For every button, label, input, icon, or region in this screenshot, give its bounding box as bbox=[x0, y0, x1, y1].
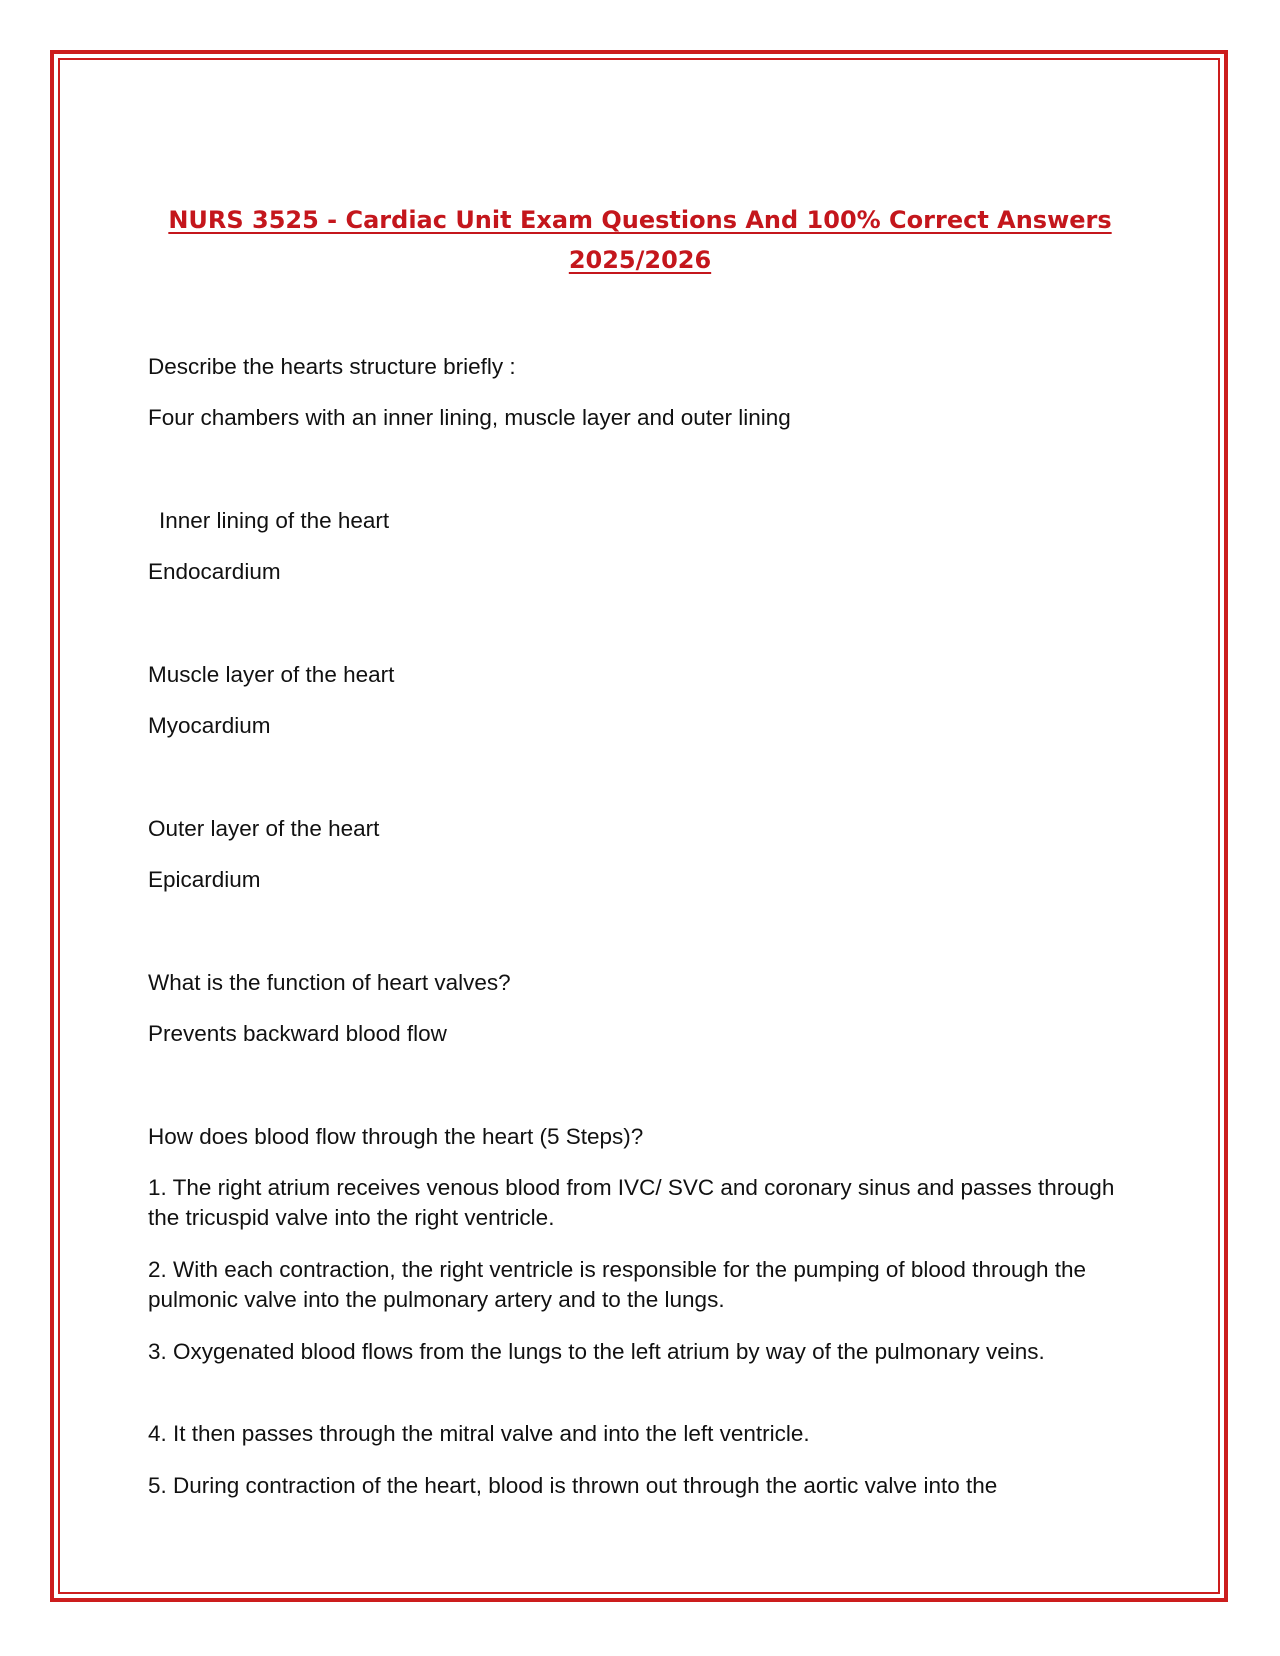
title-line-1: NURS 3525 - Cardiac Unit Exam Questions And 100% Correct Answers bbox=[168, 206, 1112, 234]
answer-heart-valves: Prevents backward blood flow bbox=[148, 1021, 447, 1046]
blood-flow-step-2: 2. With each contraction, the right ventricle is responsible for the pumping of blood through the pulmonic valve into the pulmonary artery and to the lungs. bbox=[148, 1257, 1087, 1312]
question-muscle-layer: Muscle layer of the heart bbox=[148, 662, 395, 687]
title-line-2: 2025/2026 bbox=[568, 246, 712, 274]
document-title bbox=[120, 200, 1160, 280]
question-inner-lining: Inner lining of the heart bbox=[159, 508, 390, 533]
question-heart-structure: Describe the hearts structure briefly : bbox=[148, 354, 516, 379]
question-outer-layer: Outer layer of the heart bbox=[148, 816, 380, 841]
answer-outer-layer: Epicardium bbox=[148, 867, 261, 892]
answer-muscle-layer: Myocardium bbox=[148, 713, 271, 738]
answer-heart-structure: Four chambers with an inner lining, muscle layer and outer lining bbox=[148, 405, 791, 430]
blood-flow-step-3: 3. Oxygenated blood flows from the lungs to the left atrium by way of the pulmonary veins. bbox=[148, 1339, 1045, 1364]
answer-inner-lining: Endocardium bbox=[148, 559, 281, 584]
question-heart-valves: What is the function of heart valves? bbox=[148, 970, 511, 995]
blood-flow-step-1: 1. The right atrium receives venous blood from IVC/ SVC and coronary sinus and passes through the tricuspid valve into the right ventricle. bbox=[148, 1175, 1115, 1230]
blood-flow-step-4: 4. It then passes through the mitral valve and into the left ventricle. bbox=[148, 1421, 810, 1446]
question-blood-flow: How does blood flow through the heart (5 Steps)? bbox=[148, 1124, 644, 1149]
blood-flow-step-5: 5. During contraction of the heart, blood is thrown out through the aortic valve into the bbox=[148, 1473, 998, 1498]
